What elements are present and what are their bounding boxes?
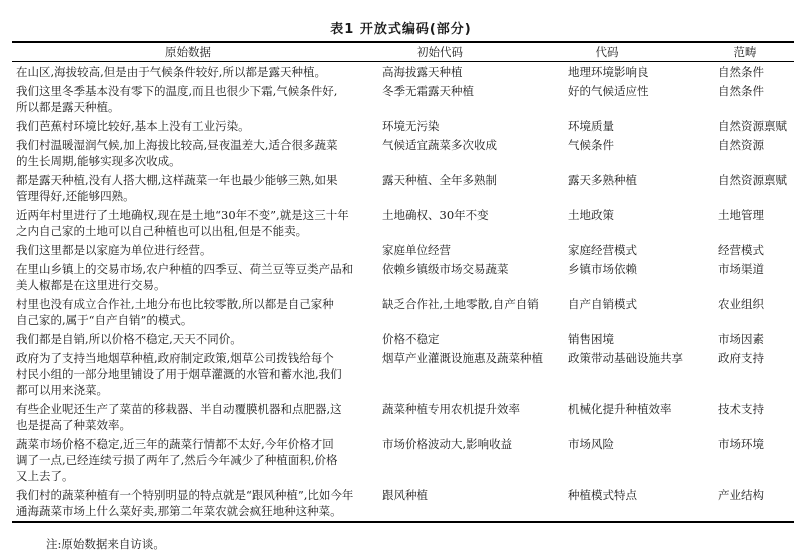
initial-code-cell: 土地确权、30年不变 xyxy=(382,208,489,222)
raw-data-line: 我们都是自销,所以价格不稳定,天天不同价。 xyxy=(16,332,242,346)
initial-code-cell: 露天种植、全年多熟制 xyxy=(382,173,497,187)
raw-data-line: 我们这里都是以家庭为单位进行经营。 xyxy=(16,243,212,257)
raw-data-line: 调了一点,已经连续亏损了两年了,然后今年减少了种植面积,价格 xyxy=(16,453,338,467)
initial-code-cell: 环境无污染 xyxy=(382,119,440,133)
header-code: 代码 xyxy=(595,45,619,59)
raw-data-line: 村民小组的一部分地里铺设了用于烟草灌溉的水管和蓄水池,我们 xyxy=(16,367,342,381)
category-cell: 自然条件 xyxy=(718,84,764,98)
code-cell: 种植模式特点 xyxy=(568,488,637,502)
raw-data-cell xyxy=(16,207,349,239)
raw-data-line: 自己家的,属于“自产自销”的模式。 xyxy=(16,313,193,327)
table-header-rule xyxy=(12,61,794,62)
raw-data-line: 蔬菜市场价格不稳定,近三年的蔬菜行情都不太好,今年价格才回 xyxy=(16,437,334,451)
initial-code-cell: 烟草产业灌溉设施惠及蔬菜种植 xyxy=(382,351,543,365)
header-category: 范畴 xyxy=(733,45,757,59)
raw-data-cell xyxy=(16,172,337,204)
initial-code-cell: 市场价格波动大,影响收益 xyxy=(382,437,513,451)
header-raw-data: 原始数据 xyxy=(165,45,211,59)
code-cell: 土地政策 xyxy=(568,208,614,222)
raw-data-line: 有些企业呢还生产了菜苗的移栽器、半自动覆膜机器和点肥器,这 xyxy=(16,402,342,416)
raw-data-line: 我们芭蕉村环境比较好,基本上没有工业污染。 xyxy=(16,119,250,133)
raw-data-cell xyxy=(16,350,342,398)
category-cell: 市场环境 xyxy=(718,437,764,451)
category-cell: 自然资源禀赋 xyxy=(718,119,787,133)
code-cell: 家庭经营模式 xyxy=(568,243,637,257)
initial-code-cell: 蔬菜种植专用农机提升效率 xyxy=(382,402,520,416)
raw-data-line: 村里也没有成立合作社,土地分布也比较零散,所以都是自己家种 xyxy=(16,297,334,311)
raw-data-cell xyxy=(16,401,342,433)
code-cell: 机械化提升种植效率 xyxy=(568,402,672,416)
raw-data-line: 政府为了支持当地烟草种植,政府制定政策,烟草公司拨钱给每个 xyxy=(16,351,334,365)
raw-data-cell xyxy=(16,118,250,134)
raw-data-line: 管理得好,还能够四熟。 xyxy=(16,189,135,203)
raw-data-cell xyxy=(16,331,242,347)
category-cell: 土地管理 xyxy=(718,208,764,222)
code-cell: 市场风险 xyxy=(568,437,614,451)
category-cell: 农业组织 xyxy=(718,297,764,311)
header-initial-code: 初始代码 xyxy=(417,45,463,59)
category-cell: 政府支持 xyxy=(718,351,764,365)
code-cell: 乡镇市场依赖 xyxy=(568,262,637,276)
table-bottom-rule xyxy=(12,521,794,523)
raw-data-cell xyxy=(16,242,212,258)
raw-data-cell xyxy=(16,261,353,293)
raw-data-line: 在山区,海拔较高,但是由于气候条件较好,所以都是露天种植。 xyxy=(16,65,326,79)
code-cell: 政策带动基础设施共享 xyxy=(568,351,683,365)
code-cell: 露天多熟种植 xyxy=(568,173,637,187)
initial-code-cell: 跟风种植 xyxy=(382,488,428,502)
category-cell: 自然资源禀赋 xyxy=(718,173,787,187)
code-cell: 地理环境影响良 xyxy=(568,65,649,79)
raw-data-line: 我们这里冬季基本没有零下的温度,而且也很少下霜,气候条件好, xyxy=(16,84,338,98)
code-cell: 自产自销模式 xyxy=(568,297,637,311)
category-cell: 自然条件 xyxy=(718,65,764,79)
raw-data-cell xyxy=(16,296,334,328)
code-cell: 气候条件 xyxy=(568,138,614,152)
category-cell: 自然资源 xyxy=(718,138,764,152)
raw-data-line: 在里山乡镇上的交易市场,农户种植的四季豆、荷兰豆等豆类产品和 xyxy=(16,262,354,276)
initial-code-cell: 价格不稳定 xyxy=(382,332,440,346)
raw-data-line: 也是提高了种菜效率。 xyxy=(16,418,131,432)
raw-data-line: 都可以用来浇菜。 xyxy=(16,383,108,397)
raw-data-line: 又上去了。 xyxy=(16,469,74,483)
initial-code-cell: 高海拔露天种植 xyxy=(382,65,463,79)
raw-data-line: 通海蔬菜市场上什么菜好卖,那第二年菜农就会疯狂地种这种菜。 xyxy=(16,504,342,518)
raw-data-cell xyxy=(16,83,337,115)
raw-data-line: 我们村的蔬菜种植有一个特别明显的特点就是“跟风种植”,比如今年 xyxy=(16,488,354,502)
initial-code-cell: 气候适宜蔬菜多次收成 xyxy=(382,138,497,152)
initial-code-cell: 依赖乡镇级市场交易蔬菜 xyxy=(382,262,509,276)
raw-data-line: 我们村温暖湿润气候,加上海拔比较高,昼夜温差大,适合很多蔬菜 xyxy=(16,138,338,152)
raw-data-line: 近两年村里进行了土地确权,现在是土地“30年不变”,就是这三十年 xyxy=(16,208,349,222)
raw-data-line: 的生长周期,能够实现多次收成。 xyxy=(16,154,181,168)
raw-data-line: 美人椒都是在这里进行交易。 xyxy=(16,278,166,292)
initial-code-cell: 家庭单位经营 xyxy=(382,243,451,257)
table-note: 注:原始数据来自访谈。 xyxy=(46,537,165,551)
initial-code-cell: 冬季无霜露天种植 xyxy=(382,84,474,98)
code-cell: 好的气候适应性 xyxy=(568,84,649,98)
raw-data-line: 之内自己家的土地可以自己种植也可以出租,但是不能卖。 xyxy=(16,224,308,238)
initial-code-cell: 缺乏合作社,土地零散,自产自销 xyxy=(382,297,539,311)
category-cell: 经营模式 xyxy=(718,243,764,257)
table-header xyxy=(0,43,802,61)
raw-data-cell xyxy=(16,64,326,80)
raw-data-line: 所以都是露天种植。 xyxy=(16,100,120,114)
table-title: 表1 开放式编码(部分) xyxy=(330,22,472,37)
category-cell: 市场因素 xyxy=(718,332,764,346)
code-cell: 销售困境 xyxy=(568,332,614,346)
raw-data-cell xyxy=(16,436,337,484)
category-cell: 市场渠道 xyxy=(718,262,764,276)
raw-data-cell xyxy=(16,487,353,519)
category-cell: 产业结构 xyxy=(718,488,764,502)
category-cell: 技术支持 xyxy=(718,402,764,416)
code-cell: 环境质量 xyxy=(568,119,614,133)
raw-data-line: 都是露天种植,没有人搭大棚,这样蔬菜一年也最少能够三熟,如果 xyxy=(16,173,338,187)
raw-data-cell xyxy=(16,137,337,169)
